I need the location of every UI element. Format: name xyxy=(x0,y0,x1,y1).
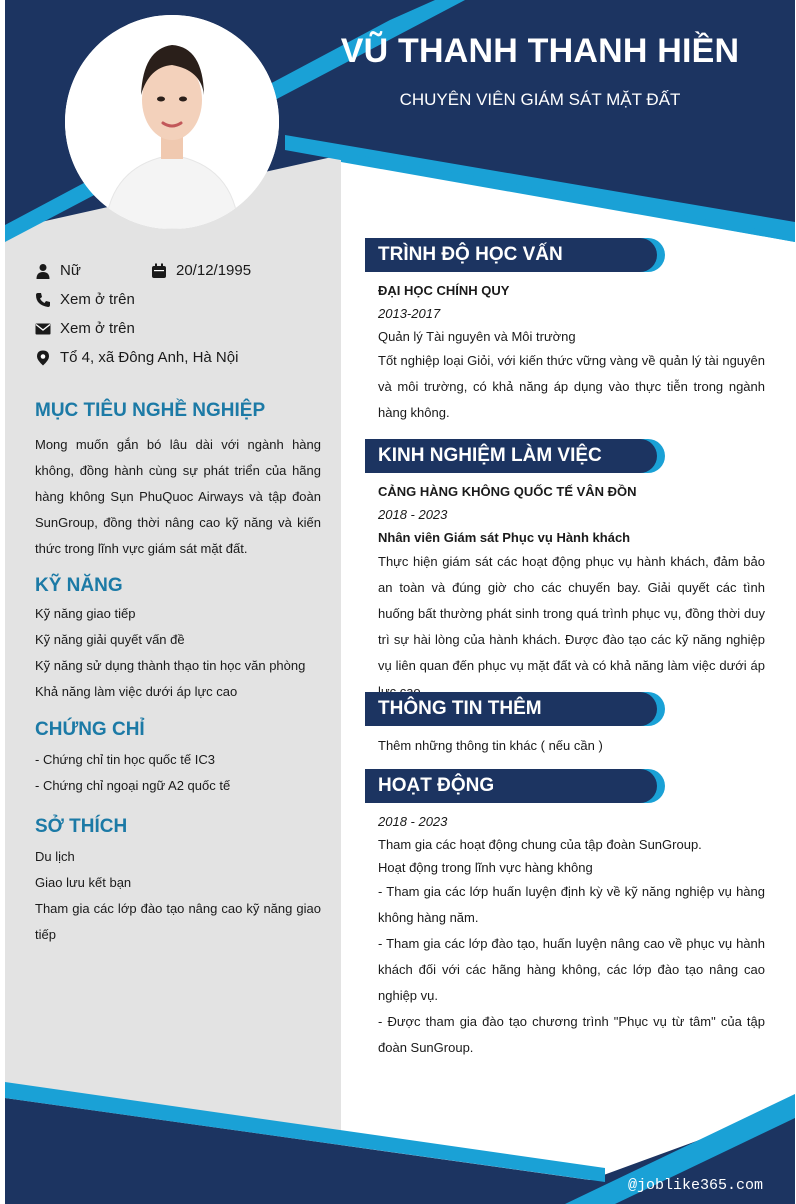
certificates-section xyxy=(35,719,321,799)
education-period: 2013-2017 xyxy=(378,306,441,321)
map-pin-icon xyxy=(35,350,51,366)
education-description: Tốt nghiệp loại Giỏi, với kiến thức vững vàng về quản lý tài nguyên và môi trường, có khả năng áp dụng vào thực tiễn trong ngành hàng không. xyxy=(378,353,765,420)
footer-url[interactable]: @joblike365.com xyxy=(627,1177,763,1194)
experience-body xyxy=(378,480,765,705)
email-row xyxy=(35,320,135,337)
skills-list xyxy=(35,601,321,705)
email-value: Xem ở trên xyxy=(60,320,135,337)
calendar-icon xyxy=(151,263,167,279)
education-heading: TRÌNH ĐỘ HỌC VẤN xyxy=(378,244,563,265)
list-item: - Chứng chỉ tin học quốc tế IC3 xyxy=(35,752,215,767)
additional-text: Thêm những thông tin khác ( nếu cần ) xyxy=(378,738,603,753)
address-row xyxy=(35,349,238,366)
experience-company: CẢNG HÀNG KHÔNG QUỐC TẾ VÂN ĐỒN xyxy=(378,484,637,499)
gender-value: Nữ xyxy=(60,262,81,279)
activities-period: 2018 - 2023 xyxy=(378,814,448,829)
activities-line-2: Hoạt động trong lĩnh vực hàng không xyxy=(378,860,593,875)
profile-photo xyxy=(65,15,279,229)
hobbies-heading: SỞ THÍCH xyxy=(35,816,128,837)
certificates-heading: CHỨNG CHỈ xyxy=(35,719,145,740)
dob-value: 20/12/1995 xyxy=(176,262,252,279)
list-item: Giao lưu kết bạn xyxy=(35,875,132,890)
activities-line-1: Tham gia các hoạt động chung của tập đoàn SunGroup. xyxy=(378,837,702,852)
skills-section xyxy=(35,575,321,705)
education-major: Quản lý Tài nguyên và Môi trường xyxy=(378,329,576,344)
objective-section xyxy=(35,400,321,562)
education-banner xyxy=(365,238,765,272)
hobbies-section xyxy=(35,816,321,948)
certificates-list xyxy=(35,747,321,799)
activities-body xyxy=(378,810,765,1061)
user-icon xyxy=(35,263,51,279)
activities-heading: HOẠT ĐỘNG xyxy=(378,775,495,796)
experience-heading: KINH NGHIỆM LÀM VIỆC xyxy=(378,445,602,466)
gender-row xyxy=(35,262,81,279)
phone-value: Xem ở trên xyxy=(60,291,135,308)
education-body xyxy=(378,279,765,426)
job-title: CHUYÊN VIÊN GIÁM SÁT MẶT ĐẤT xyxy=(399,90,681,109)
additional-banner xyxy=(365,692,765,726)
objective-text: Mong muốn gắn bó lâu dài với ngành hàng không, đồng hành cùng sự phát triển của hãng hàng không Sụn PhuQuoc Airways và tập đoàn SunGroup, đồng thời nâng cao kỹ năng và kiến thức trong lĩnh vực giám sát mặt đất. xyxy=(35,437,321,556)
list-item: Khả năng làm việc dưới áp lực cao xyxy=(35,684,238,699)
phone-row xyxy=(35,291,135,308)
activities-banner xyxy=(365,769,765,803)
education-school: ĐẠI HỌC CHÍNH QUY xyxy=(378,283,510,298)
list-item: Du lịch xyxy=(35,849,75,864)
dob-row xyxy=(151,262,251,279)
candidate-name: VŨ THANH THANH HIỀN xyxy=(340,32,740,70)
hobbies-list xyxy=(35,844,321,948)
list-item: Tham gia các lớp đào tạo nâng cao kỹ năng giao tiếp xyxy=(35,901,321,942)
phone-icon xyxy=(35,292,51,308)
list-item: - Tham gia các lớp huấn luyện định kỳ về kỹ năng nghiệp vụ hàng không hàng năm. xyxy=(378,884,765,925)
list-item: - Tham gia các lớp đào tạo, huấn luyện nâng cao về phục vụ hành khách đối với các hãng hàng không, các lớp đào tạo nâng cao nghiệp vụ. xyxy=(378,936,765,1003)
cv-page xyxy=(5,0,795,1204)
experience-banner xyxy=(365,439,765,473)
list-item: - Chứng chỉ ngoại ngữ A2 quốc tế xyxy=(35,778,231,793)
avatar xyxy=(65,15,279,229)
objective-heading: MỤC TIÊU NGHỀ NGHIỆP xyxy=(35,400,266,421)
additional-heading: THÔNG TIN THÊM xyxy=(378,698,542,719)
address-value: Tổ 4, xã Đông Anh, Hà Nội xyxy=(60,349,239,366)
additional-body xyxy=(378,734,765,757)
experience-description: Thực hiện giám sát các hoạt động phục vụ hành khách, đảm bảo an toàn và đúng giờ cho các chuyến bay. Giải quyết các tình huống bất thường phát sinh trong quá trình phục vụ, đồng thời duy trì sự hài lòng của hành khách. Được đào tạo các kỹ năng nghiệp vụ liên quan đến phục vụ mặt đất và có khả năng làm việc dưới áp xyxy=(378,554,765,673)
experience-period: 2018 - 2023 xyxy=(378,507,448,522)
list-item: - Được tham gia đào tạo chương trình "Phục vụ từ tâm" của tập đoàn SunGroup. xyxy=(378,1014,765,1055)
list-item: Kỹ năng sử dụng thành thạo tin học văn phòng xyxy=(35,658,306,673)
experience-position: Nhân viên Giám sát Phục vụ Hành khách xyxy=(378,530,631,545)
skills-heading: KỸ NĂNG xyxy=(35,575,123,596)
list-item: Kỹ năng giao tiếp xyxy=(35,606,136,621)
envelope-icon xyxy=(35,321,51,337)
list-item: Kỹ năng giải quyết vấn đề xyxy=(35,632,185,647)
